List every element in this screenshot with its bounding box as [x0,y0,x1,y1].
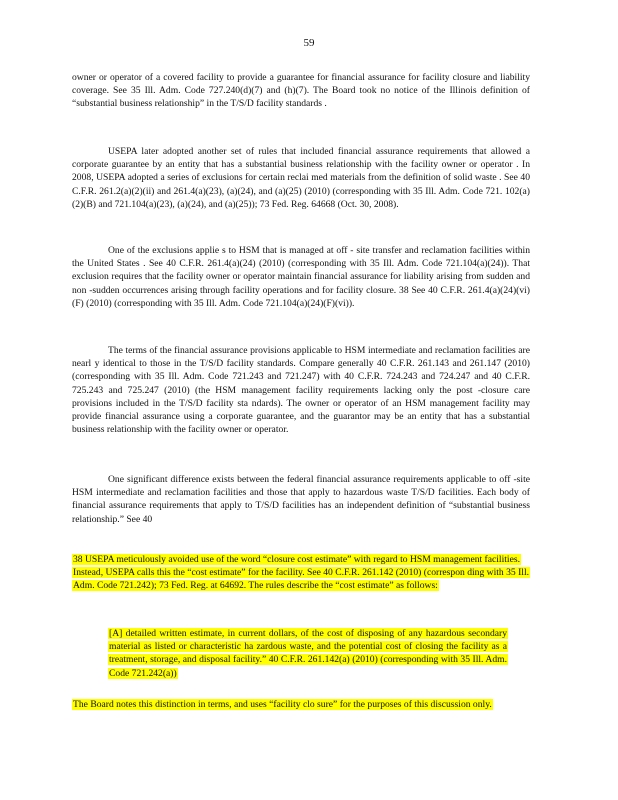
paragraph-5: One significant difference exists between the federal financial assurance requirements applicable to off -site HSM intermediate and reclamation facilities and those that apply to hazardous waste T/S/D facilities. Each body of financial assurance requirements that apply to T/S/D facilities has an independent definition of “substantial business relationship.” See 40 [72,474,530,525]
footnote-38 [72,553,542,593]
paragraph-4: The terms of the financial assurance provisions applicable to HSM intermediate and reclamation facilities are nearl y identical to those in the T/S/D facility standards. Compare generally 40 C.F.R. 261.143 and 261.147 (2010) (corresponding with 35 Ill. Adm. Code 721.243 and 721.247) with 40 C.F.R. 724.243 and 724.247 and 40 C.F.R. 725.243 and 725.247 (2010) (the HSM management facility requirements lacking only the post -closure care provisions included in the T/S/D facility sta ndards). The owner or operator of an HSM management facility may provide financial assurance using a corporate guarantee, and the guarantor may be an entity that has a substantial business relationship with the facility owner or operator. [72,345,530,436]
footnote-quote-text: [A] detailed written estimate, in current dollars, of the cost of disposing of any hazardous secondary material as listed or characteristic ha zardous waste, and the potential cost of closing the facility as a treatment, storage, and disposal facility.” 40 C.F.R. 261.142(a) (2010) (corresponding with 35 Ill. Adm. Code 721.242(a)) [109,628,507,679]
page-number: 59 [303,37,315,49]
paragraph-1: owner or operator of a covered facility to provide a guarantee for financial assurance for facility closure and liability coverage. See 35 Ill. Adm. Code 727.240(d)(7) and (h)(7). The Board took no notice of the Illinois definition of “substantial business relationship” in the T/S/D facility standards . [72,72,530,110]
footnote-text: 38 USEPA meticulously avoided use of the word “closure cost estimate” with regard to HSM management facilities. Instead, USEPA calls this the “cost estimate” for the facility. See 40 C.F.R. 261.142 (2010) (correspon ding with 35 Ill. Adm. Code 721.242); 73 Fed. Reg. at 64692. The rules describe the “cost estimate” as follows: [73,554,530,592]
paragraph-2: USEPA later adopted another set of rules that included financial assurance requirements that allowed a corporate guarantee by an entity that has a substantial business relationship with the facility owner or operator . In 2008, USEPA adopted a series of exclusions for certain reclai med materials from the definition of solid waste . See 40 C.F.R. 261.2(a)(2)(ii) and 261.4(a)(23), (a)(24), and (a)(25) (2010) (corresponding with 35 Ill. Adm. Code 721. 102(a)(2)(B) and 721.104(a)(23), (a)(24), and (a)(25)); 73 Fed. Reg. 64668 (Oct. 30, 2008). [72,146,530,210]
footnote-closing-text: The Board notes this distinction in terms, and uses “facility clo sure” for the purposes of this discussion only. [73,699,492,710]
footnote-block-quote [108,627,508,680]
footnote-closing [72,698,542,711]
paragraph-3: One of the exclusions applie s to HSM that is managed at off - site transfer and reclamation facilities within the United States . See 40 C.F.R. 261.4(a)(24) (2010) (corresponding with 35 Ill. Adm. Code 721.104(a)(24)). That exclusion requires that the facility owner or operator maintain financial assurance for liability arising from sudden and non -sudden occurrences arising through facility operations and for facility closure. 38 See 40 C.F.R. 261.4(a)(24)(vi)(F) (2010) (corresponding with 35 Ill. Adm. Code 721.104(a)(24)(F)(vi)). [72,245,530,309]
